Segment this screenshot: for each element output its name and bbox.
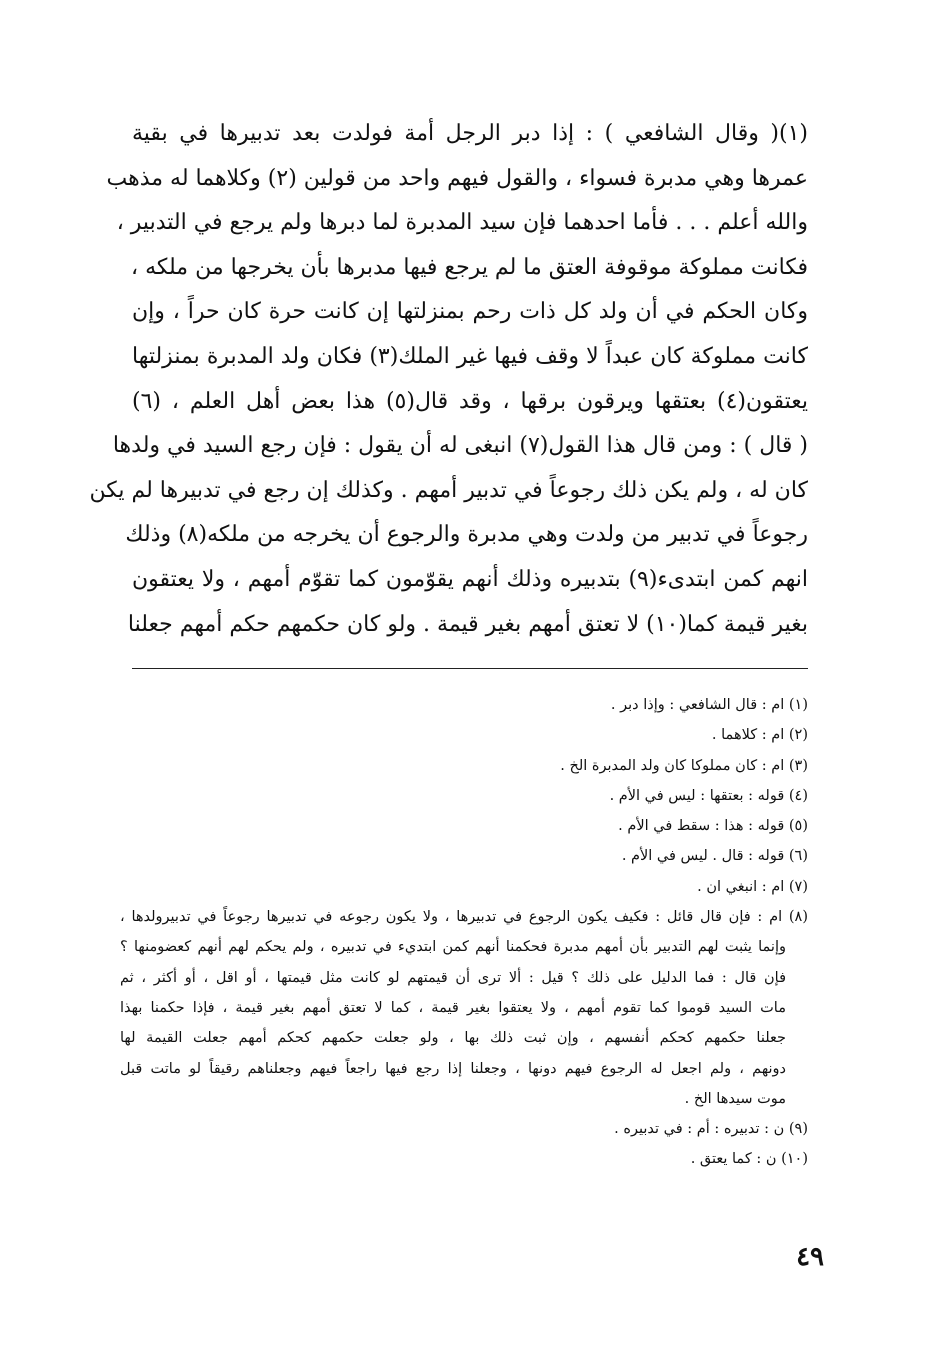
footnotes-block [120, 690, 808, 1175]
main-text-line: كانت مملوكة كان عبداً لا وقف فيها غير الملك(٣) فكان ولد المدبرة بمنزلتها [132, 343, 808, 369]
footnote-8-continuation: دونهم ، ولم اجعل له الرجوع فيهم دونها ، وجعلنا إذا رجع فيها راجعاً فيهم وجعلناهم رقيقاً لو ماتت قبل [120, 1060, 786, 1077]
footnote-5: (٥) قوله : هذا : سقط في الأم . [618, 818, 808, 835]
footnote-8-continuation: مات السيد قوموا كما تقوم أمهم ، ولا يعتقوا بغير قيمة ، كما لا تعتق أمهم بغير قيمة ، فإذا حكمنا بهذا [120, 999, 786, 1016]
footnote-8-continuation: فإن قال : فما الدليل على ذلك ؟ قيل : ألا ترى أن قيمتهم لو كانت مثل قيمتها ، أو اقل ، أو أكثر ، ثم [120, 969, 786, 986]
main-text-block [89, 112, 809, 647]
main-text-line: ( قال ) : ومن قال هذا القول(٧) انبغى له أن يقول : فإن رجع السيد في ولدها [112, 433, 808, 459]
page-number: ٤٩ [796, 1242, 824, 1272]
footnote-4: (٤) قوله : بعتقها : ليس في الأم . [609, 787, 808, 804]
footnote-10: (١٠) ن : كما يعتق . [690, 1151, 808, 1168]
main-text-line: رجوعاً في تدبير من ولدت وهي مدبرة والرجوع أن يخرجه من ملكه(٨) وذلك [125, 522, 808, 548]
main-text-line: انهم كمن ابتدىء(٩) بتدبيره وذلك أنهم يقوّمون كما تقوّم أمهم ، ولا يعتقون [132, 566, 809, 592]
main-text-line: كان له ، ولم يكن ذلك رجوعاً في تدبير أمهم . وكذلك إن رجع في تدبيرها لم يكن [89, 477, 808, 503]
footnote-8-continuation: جعلنا حكمهم كحكم أنفسهم ، وإن ثبت ذلك بها ، ولو جعلت حكمهم كحكم أمهم جعلت القيمة لها [120, 1030, 786, 1047]
footnote-2: (٢) ام : كلاهما . [711, 727, 808, 744]
main-text-line: (١)( وقال الشافعي ) : إذا دبر الرجل أمة فولدت بعد تدبيرها في بقية [132, 121, 808, 146]
main-text-line: يعتقون(٤) بعتقها ويرقون برقها ، وقد قال(٥) هذا بعض أهل العلم ، (٦) [132, 388, 809, 414]
main-text-line: عمرها وهي مدبرة فسواء ، والقول فيهم واحد من قولين (٢) وكلاهما له مذهب [106, 165, 808, 191]
footnote-8-continuation: وإنما يثبت لهم التدبير بأن أمهم مدبرة فحكمنا أنهم كمن ابتديء في تدبيره ، ولم يحكم لهم أنهم كعضومنها ؟ [120, 939, 786, 956]
main-text-line: بغير قيمة كما(١٠) لا تعتق أمهم بغير قيمة . ولو كان حكمهم حكم أمهم جعلنا [127, 611, 808, 637]
footnote-6: (٦) قوله : قال . ليس في الأم . [621, 848, 808, 865]
footnote-divider [132, 668, 808, 669]
footnote-9: (٩) ن : تدبيره : أم : في تدبيره . [614, 1121, 808, 1138]
main-text-line: والله أعلم . . . فأما احدهما فإن سيد المدبرة لما دبرها ولم يرجع في التدبير ، [116, 210, 808, 236]
footnote-3: (٣) ام : كان مملوكا كان ولد المدبرة الخ . [560, 757, 808, 774]
main-text-line: فكانت مملوكة موقوفة العتق ما لم يرجع فيها مدبرها بأن يخرجها من ملكه ، [130, 254, 808, 280]
footnote-8: (٨) ام : فإن قال قائل : فكيف يكون الرجوع في تدبيرها ، ولا يكون رجوعه في تدبيرها رجوعاً في تدبيرولدها ، [120, 909, 808, 926]
main-text-line: وكان الحكم في أن ولد كل ذات رحم بمنزلتها إن كانت حرة كان حراً ، وإن [132, 299, 808, 325]
footnote-8-continuation: موت سيدها الخ . [684, 1090, 786, 1107]
footnote-1: (١) ام : قال الشافعي : وإذا دبر . [610, 697, 808, 713]
footnote-7: (٧) ام : انبغي ان . [697, 878, 808, 895]
